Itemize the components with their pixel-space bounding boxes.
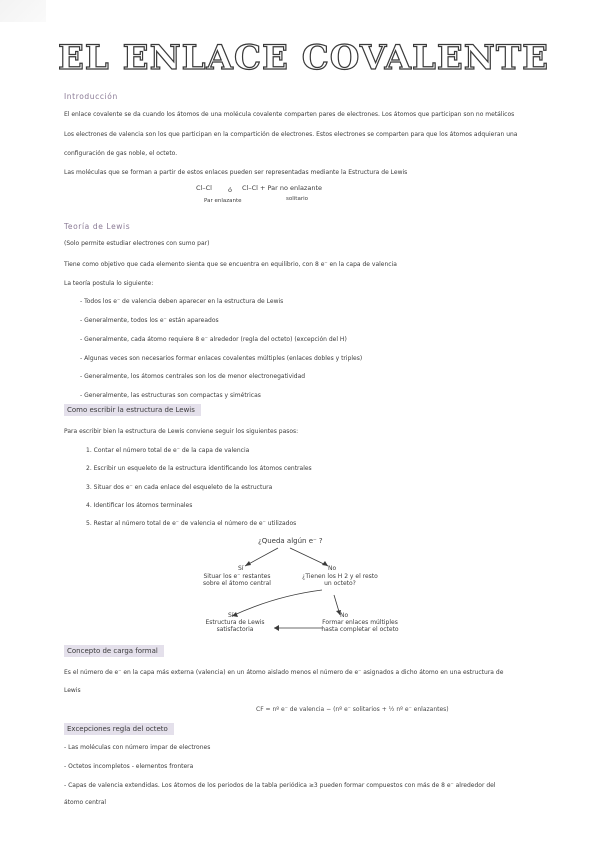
flowchart-no: No [328,565,337,572]
formal-charge-heading: Concepto de carga formal [64,645,164,657]
formal-charge-formula: CF = nº e⁻ de valencia − (nº e⁻ solitarios + ½ nº e⁻ enlazantes) [256,706,449,713]
lewis-theory-heading: Teoría de Lewis [64,222,131,231]
lewis-theory-item-2: - Generalmente, todos los e⁻ están apareados [80,317,219,324]
formal-charge-line-1: Es el número de e⁻ en la capa más externa (valencia) en un átomo aislado menos el número de e⁻ asignados a dicho átomo en una estructura de [64,669,504,676]
lewis-or: ó [228,186,232,194]
exceptions-line-1: - Las moléculas con número impar de electrones [64,744,211,751]
lewis-theory-line-2: Tiene como objetivo que cada elemento sienta que se encuentra en equilibrio, con 8 e⁻ en la capa de valencia [64,261,397,268]
exceptions-line-2: - Octetos incompletos - elementos frontera [64,763,194,770]
intro-heading: Introducción [64,92,118,101]
how-to-heading: Como escribir la estructura de Lewis [64,404,201,416]
flowchart-yes: Sí [238,565,244,572]
arrow-head-loop [274,625,279,631]
exceptions-heading: Excepciones regla del octeto [64,723,174,735]
exceptions-line-3: - Capas de valencia extendidas. Los átomos de los periodos de la tabla periódica ≥3 pueden formar compuestos con más de 8 e⁻ alrededor del [64,782,496,789]
flowchart-no-question: ¿Tienen los H 2 y el resto un octeto? [302,573,378,587]
lewis-theory-item-6: - Generalmente, las estructuras son compactas y simétricas [80,392,261,399]
how-to-intro: Para escribir bien la estructura de Lewis conviene seguir los siguientes pasos: [64,428,299,435]
flowchart-no2: No [340,612,349,619]
formal-charge-line-2: Lewis [64,687,81,694]
exceptions-line-4: átomo central [64,799,107,806]
flowchart-yes2: Sí [228,612,234,619]
lewis-theory-item-1: - Todos los e⁻ de valencia deben aparecer en la estructura de Lewis [80,298,284,305]
intro-line-4: Las moléculas que se forman a partir de estos enlaces pueden ser representadas mediante la Estructura de Lewis [64,169,408,176]
lewis-bonding-pair-label: Par enlazante [204,198,242,204]
arrow-no-to-yes2 [232,590,322,616]
flowchart-question: ¿Queda algún e⁻ ? [258,537,323,545]
flowchart-result-yes: Estructura de Lewis satisfactoria [205,619,265,633]
arrow-head-yes [245,561,251,566]
how-to-step-2: 2. Escribir un esqueleto de la estructura identificando los átomos centrales [86,465,312,472]
lewis-theory-item-3: - Generalmente, cada átomo requiere 8 e⁻ alrededor (regla del octeto) (excepción del H) [80,336,347,343]
lewis-theory-item-4: - Algunas veces son necesarios formar enlaces covalentes múltiples (enlaces dobles y triples) [80,355,363,362]
flowchart-result-no: Formar enlaces múltiples hasta completar el octeto [321,619,399,633]
flowchart-yes-action: Situar los e⁻ restantes sobre el átomo central [203,573,271,587]
how-to-step-3: 3. Situar dos e⁻ en cada enlace del esqueleto de la estructura [86,484,273,491]
intro-line-2: Los electrones de valencia son los que participan en la compartición de electrones. Estos electrones se comparten para que los átomos adquieran una [64,131,518,138]
how-to-step-4: 4. Identificar los átomos terminales [86,502,193,509]
how-to-step-1: 1. Contar el número total de e⁻ de la capa de valencia [86,447,250,454]
arrow-to-no [290,548,328,566]
lewis-theory-line-1: (Solo permite estudiar electrones con sumo par) [64,240,210,247]
how-to-step-5: 5. Restar al número total de e⁻ de valencia el número de e⁻ utilizados [86,520,297,527]
lewis-structure-left: Cl–Cl [196,184,212,192]
intro-line-3: configuración de gas noble, el octeto. [64,150,178,157]
page-title: EL ENLACE COVALENTE [58,38,550,78]
lewis-lone-pair-label: solitario [286,196,308,202]
lewis-structure-right: Cl–Cl + Par no enlazante [242,184,322,192]
lewis-theory-item-5: - Generalmente, los átomos centrales son los de menor electronegatividad [80,373,306,380]
lewis-theory-line-3: La teoría postula lo siguiente: [64,280,154,287]
intro-line-1: El enlace covalente se da cuando los átomos de una molécula covalente comparten pares de electrones. Los átomos que participan son no metálicos [64,111,515,118]
